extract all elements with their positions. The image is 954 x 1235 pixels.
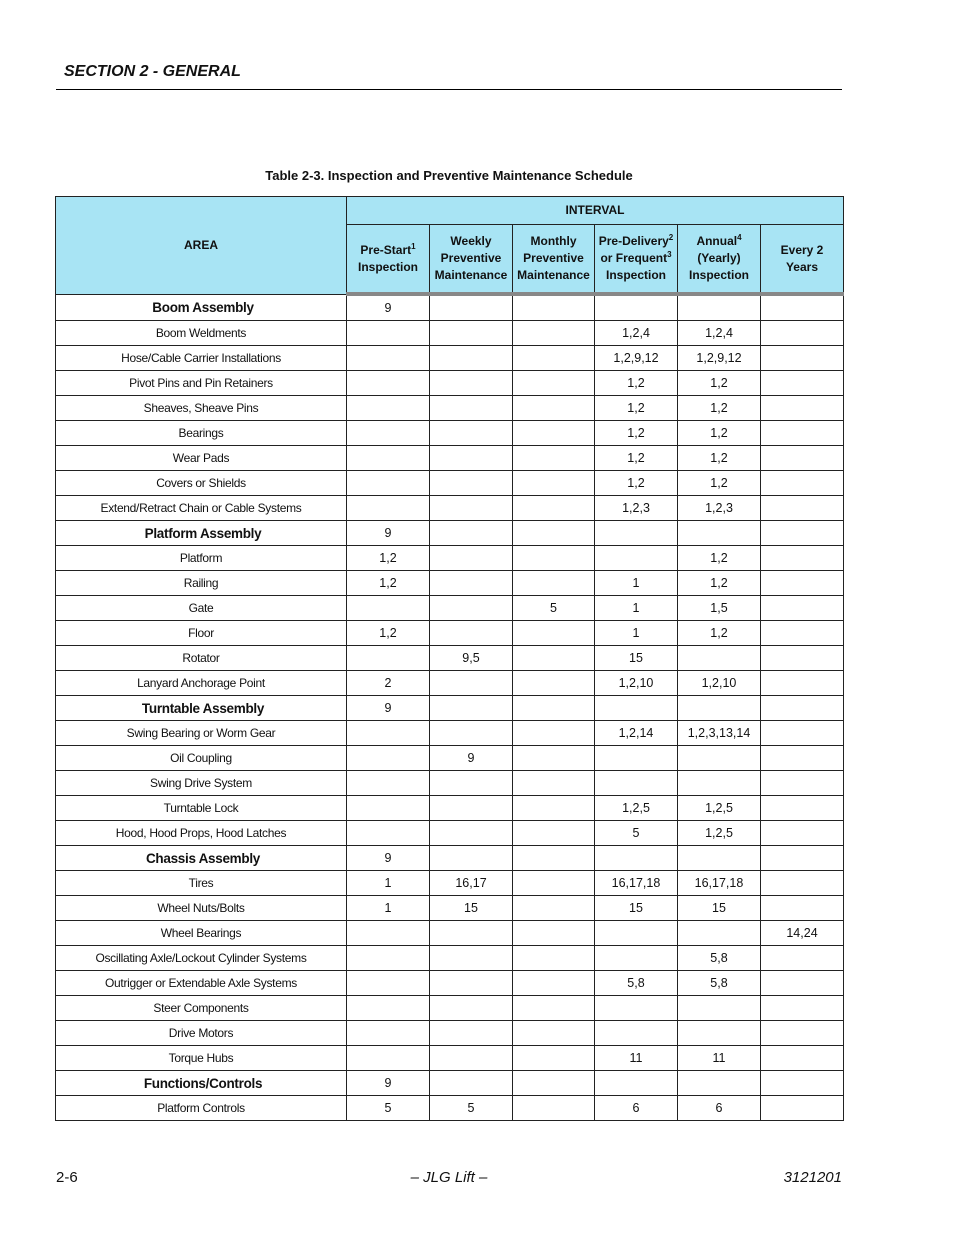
interval-cell: 5 [595, 821, 678, 846]
area-label: Oil Coupling [56, 746, 347, 771]
interval-cell: 11 [595, 1046, 678, 1071]
interval-cell [513, 946, 595, 971]
interval-cell [430, 446, 513, 471]
interval-cell [595, 746, 678, 771]
interval-cell: 15 [430, 896, 513, 921]
interval-cell [761, 721, 844, 746]
interval-cell [761, 371, 844, 396]
interval-cell [513, 371, 595, 396]
interval-cell [347, 496, 430, 521]
area-label: Pivot Pins and Pin Retainers [56, 371, 347, 396]
interval-cell [761, 971, 844, 996]
interval-cell [430, 496, 513, 521]
interval-cell [595, 294, 678, 321]
interval-cell [430, 621, 513, 646]
interval-cell [513, 846, 595, 871]
interval-cell: 1,2,4 [678, 321, 761, 346]
table-row [56, 421, 844, 446]
interval-cell [430, 771, 513, 796]
interval-cell: 1,2 [678, 446, 761, 471]
interval-cell [513, 496, 595, 521]
interval-cell [761, 396, 844, 421]
group-label: Functions/Controls [56, 1071, 347, 1096]
interval-cell: 5 [513, 596, 595, 621]
page-number: 2-6 [56, 1169, 78, 1186]
interval-cell [595, 546, 678, 571]
interval-cell: 1,2 [678, 546, 761, 571]
interval-cell [430, 596, 513, 621]
interval-cell [430, 971, 513, 996]
interval-cell: 1 [347, 871, 430, 896]
interval-cell [347, 796, 430, 821]
table-row [56, 496, 844, 521]
area-label: Boom Weldments [56, 321, 347, 346]
interval-cell [347, 1046, 430, 1071]
area-label: Extend/Retract Chain or Cable Systems [56, 496, 347, 521]
interval-cell [430, 696, 513, 721]
interval-cell [678, 696, 761, 721]
area-label: Torque Hubs [56, 1046, 347, 1071]
interval-cell [347, 1021, 430, 1046]
interval-cell [678, 294, 761, 321]
interval-cell [595, 521, 678, 546]
interval-header: INTERVAL [347, 197, 844, 225]
interval-cell [430, 346, 513, 371]
interval-cell [595, 946, 678, 971]
interval-cell [595, 846, 678, 871]
table-row [56, 821, 844, 846]
interval-cell [595, 696, 678, 721]
interval-cell [513, 646, 595, 671]
interval-cell [513, 671, 595, 696]
interval-cell [761, 346, 844, 371]
interval-cell [513, 421, 595, 446]
interval-cell: 1 [595, 571, 678, 596]
interval-cell: 1,2,10 [678, 671, 761, 696]
interval-cell: 5 [430, 1096, 513, 1121]
interval-cell [761, 1071, 844, 1096]
interval-cell [430, 1046, 513, 1071]
interval-cell [513, 446, 595, 471]
interval-cell: 1,2 [347, 621, 430, 646]
table-row [56, 671, 844, 696]
interval-cell [513, 896, 595, 921]
interval-cell: 14,24 [761, 921, 844, 946]
interval-cell: 5 [347, 1096, 430, 1121]
interval-cell [513, 396, 595, 421]
interval-cell: 5,8 [678, 971, 761, 996]
interval-cell [513, 1046, 595, 1071]
interval-cell [430, 396, 513, 421]
interval-cell: 1 [347, 896, 430, 921]
interval-cell [761, 446, 844, 471]
interval-cell [678, 521, 761, 546]
interval-cell [761, 1021, 844, 1046]
interval-cell [347, 921, 430, 946]
area-label: Swing Bearing or Worm Gear [56, 721, 347, 746]
interval-cell [513, 621, 595, 646]
interval-cell [430, 471, 513, 496]
area-label: Outrigger or Extendable Axle Systems [56, 971, 347, 996]
area-label: Hose/Cable Carrier Installations [56, 346, 347, 371]
area-label: Wheel Nuts/Bolts [56, 896, 347, 921]
area-label: Platform Controls [56, 1096, 347, 1121]
area-label: Rotator [56, 646, 347, 671]
interval-cell: 2 [347, 671, 430, 696]
group-label: Turntable Assembly [56, 696, 347, 721]
interval-cell [430, 846, 513, 871]
table-row [56, 596, 844, 621]
area-label: Lanyard Anchorage Point [56, 671, 347, 696]
interval-cell [761, 496, 844, 521]
col-header-every-2-years: Every 2 Years [761, 225, 844, 295]
interval-cell [761, 671, 844, 696]
area-label: Oscillating Axle/Lockout Cylinder Systems [56, 946, 347, 971]
table-row [56, 896, 844, 921]
interval-cell: 1,2,9,12 [595, 346, 678, 371]
area-label: Sheaves, Sheave Pins [56, 396, 347, 421]
interval-cell [347, 596, 430, 621]
interval-cell [513, 971, 595, 996]
interval-cell [430, 521, 513, 546]
table-row [56, 871, 844, 896]
interval-cell [761, 294, 844, 321]
interval-cell [678, 921, 761, 946]
interval-cell: 1,2 [347, 546, 430, 571]
interval-cell: 1 [595, 621, 678, 646]
interval-cell [513, 346, 595, 371]
interval-cell [678, 996, 761, 1021]
interval-cell: 9 [347, 696, 430, 721]
col-header-annual: Annual$^4$ (Yearly) Inspection [678, 225, 761, 295]
interval-cell [595, 771, 678, 796]
interval-cell: 16,17 [430, 871, 513, 896]
section-title: SECTION 2 - GENERAL [64, 63, 241, 80]
col-header-weekly: Weekly Preventive Maintenance [430, 225, 513, 295]
interval-cell: 9 [430, 746, 513, 771]
interval-cell [430, 571, 513, 596]
interval-cell [761, 946, 844, 971]
interval-cell: 1 [595, 596, 678, 621]
interval-cell [761, 696, 844, 721]
table-row [56, 946, 844, 971]
area-label: Platform [56, 546, 347, 571]
interval-cell [678, 771, 761, 796]
interval-cell [347, 471, 430, 496]
interval-cell [761, 796, 844, 821]
interval-cell: 6 [678, 1096, 761, 1121]
interval-cell: 1,2,5 [678, 821, 761, 846]
interval-cell [347, 646, 430, 671]
interval-cell: 9 [347, 1071, 430, 1096]
header-rule [56, 89, 842, 90]
area-label: Hood, Hood Props, Hood Latches [56, 821, 347, 846]
interval-cell: 1,2,4 [595, 321, 678, 346]
interval-cell [430, 1021, 513, 1046]
interval-cell [513, 746, 595, 771]
interval-cell [761, 821, 844, 846]
interval-cell [761, 746, 844, 771]
table-row [56, 396, 844, 421]
interval-cell: 11 [678, 1046, 761, 1071]
interval-cell [678, 646, 761, 671]
interval-cell [761, 646, 844, 671]
interval-cell: 1,2,3,13,14 [678, 721, 761, 746]
interval-cell [347, 321, 430, 346]
table-row [56, 346, 844, 371]
interval-cell: 15 [595, 646, 678, 671]
interval-cell [430, 371, 513, 396]
interval-cell [430, 821, 513, 846]
interval-cell [595, 1021, 678, 1046]
area-label: Railing [56, 571, 347, 596]
document-number: 3121201 [783, 1169, 842, 1186]
interval-cell: 1,2 [678, 621, 761, 646]
interval-cell [678, 846, 761, 871]
interval-cell [430, 671, 513, 696]
interval-cell [513, 921, 595, 946]
interval-cell: 9,5 [430, 646, 513, 671]
interval-cell: 9 [347, 521, 430, 546]
interval-cell: 1,2,3 [595, 496, 678, 521]
interval-cell [430, 921, 513, 946]
interval-cell: 1,2,5 [678, 796, 761, 821]
interval-cell: 16,17,18 [595, 871, 678, 896]
interval-cell [513, 1096, 595, 1121]
group-row [56, 696, 844, 721]
group-label: Boom Assembly [56, 294, 347, 321]
area-label: Wear Pads [56, 446, 347, 471]
interval-cell [761, 521, 844, 546]
interval-cell [761, 1096, 844, 1121]
interval-cell [595, 1071, 678, 1096]
area-label: Bearings [56, 421, 347, 446]
interval-cell [513, 1071, 595, 1096]
interval-cell: 9 [347, 294, 430, 321]
area-label: Drive Motors [56, 1021, 347, 1046]
group-row [56, 1071, 844, 1096]
table-row [56, 446, 844, 471]
interval-cell: 5,8 [595, 971, 678, 996]
interval-cell [347, 446, 430, 471]
interval-cell [347, 421, 430, 446]
interval-cell [513, 771, 595, 796]
interval-cell [761, 321, 844, 346]
area-label: Wheel Bearings [56, 921, 347, 946]
interval-cell [761, 621, 844, 646]
interval-cell [761, 896, 844, 921]
table-row [56, 1046, 844, 1071]
interval-cell [761, 421, 844, 446]
col-header-pre-delivery: Pre-Delivery$^2$ or Frequent$^3$ Inspection [595, 225, 678, 295]
interval-cell [761, 871, 844, 896]
interval-cell [513, 696, 595, 721]
group-label: Platform Assembly [56, 521, 347, 546]
table-row [56, 1021, 844, 1046]
interval-cell [430, 946, 513, 971]
interval-cell: 1,2 [678, 396, 761, 421]
interval-cell [347, 771, 430, 796]
interval-cell [347, 946, 430, 971]
interval-cell: 5,8 [678, 946, 761, 971]
interval-cell [347, 346, 430, 371]
interval-cell [430, 996, 513, 1021]
interval-cell [513, 871, 595, 896]
interval-cell [430, 294, 513, 321]
group-row [56, 846, 844, 871]
interval-cell [513, 521, 595, 546]
table-row [56, 621, 844, 646]
interval-cell [430, 546, 513, 571]
interval-cell [347, 821, 430, 846]
table-row [56, 796, 844, 821]
table-row [56, 321, 844, 346]
area-label: Floor [56, 621, 347, 646]
interval-cell [761, 846, 844, 871]
interval-cell [513, 996, 595, 1021]
interval-cell: 6 [595, 1096, 678, 1121]
table-row [56, 971, 844, 996]
table-caption: Table 2-3. Inspection and Preventive Maintenance Schedule [265, 168, 633, 183]
interval-cell [430, 421, 513, 446]
area-label: Swing Drive System [56, 771, 347, 796]
table-row [56, 1096, 844, 1121]
group-row [56, 294, 844, 321]
interval-cell [347, 746, 430, 771]
interval-cell [678, 746, 761, 771]
interval-cell [513, 546, 595, 571]
area-label: Gate [56, 596, 347, 621]
interval-cell: 1,2 [595, 371, 678, 396]
interval-cell [347, 996, 430, 1021]
interval-cell [513, 571, 595, 596]
interval-cell [430, 796, 513, 821]
interval-cell [761, 771, 844, 796]
interval-cell [761, 1046, 844, 1071]
interval-cell [595, 996, 678, 1021]
interval-cell [513, 294, 595, 321]
table-row [56, 646, 844, 671]
interval-cell [761, 546, 844, 571]
interval-cell: 1,2,14 [595, 721, 678, 746]
interval-cell: 1,2,10 [595, 671, 678, 696]
footer-brand: – JLG Lift – [410, 1169, 488, 1186]
table-row [56, 471, 844, 496]
table-row [56, 721, 844, 746]
interval-cell: 15 [595, 896, 678, 921]
interval-cell [430, 1071, 513, 1096]
table-row [56, 996, 844, 1021]
table-row [56, 571, 844, 596]
interval-cell: 1,2 [595, 471, 678, 496]
table-row [56, 746, 844, 771]
interval-cell: 1,2 [678, 371, 761, 396]
interval-cell [347, 971, 430, 996]
table-row [56, 371, 844, 396]
table-row [56, 546, 844, 571]
interval-cell: 1,5 [678, 596, 761, 621]
interval-cell [513, 821, 595, 846]
interval-cell [347, 371, 430, 396]
area-label: Turntable Lock [56, 796, 347, 821]
interval-cell: 16,17,18 [678, 871, 761, 896]
maintenance-schedule-table [55, 196, 844, 1121]
interval-cell [513, 321, 595, 346]
interval-cell [430, 321, 513, 346]
area-label: Tires [56, 871, 347, 896]
table-row [56, 771, 844, 796]
area-label: Covers or Shields [56, 471, 347, 496]
interval-cell: 9 [347, 846, 430, 871]
interval-cell [513, 721, 595, 746]
interval-cell: 1,2 [678, 471, 761, 496]
interval-cell: 1,2 [678, 571, 761, 596]
col-header-monthly: Monthly Preventive Maintenance [513, 225, 595, 295]
interval-cell [761, 596, 844, 621]
interval-cell [595, 921, 678, 946]
group-row [56, 521, 844, 546]
interval-cell: 15 [678, 896, 761, 921]
col-header-pre-start: Pre-Start$^1$ Inspection [347, 225, 430, 295]
interval-cell [761, 471, 844, 496]
interval-cell [761, 996, 844, 1021]
interval-cell: 1,2,3 [678, 496, 761, 521]
interval-cell [347, 721, 430, 746]
interval-cell [513, 471, 595, 496]
table-body [56, 294, 844, 1121]
interval-cell [678, 1071, 761, 1096]
interval-cell: 1,2 [678, 421, 761, 446]
area-header: AREA [56, 197, 347, 295]
interval-cell [678, 1021, 761, 1046]
interval-cell [513, 796, 595, 821]
interval-cell [513, 1021, 595, 1046]
interval-cell [761, 571, 844, 596]
interval-cell [347, 396, 430, 421]
interval-cell: 1,2 [595, 421, 678, 446]
table-row [56, 921, 844, 946]
interval-cell: 1,2,9,12 [678, 346, 761, 371]
interval-cell: 1,2 [347, 571, 430, 596]
interval-cell: 1,2,5 [595, 796, 678, 821]
area-label: Steer Components [56, 996, 347, 1021]
interval-cell [430, 721, 513, 746]
interval-cell: 1,2 [595, 446, 678, 471]
group-label: Chassis Assembly [56, 846, 347, 871]
interval-cell: 1,2 [595, 396, 678, 421]
